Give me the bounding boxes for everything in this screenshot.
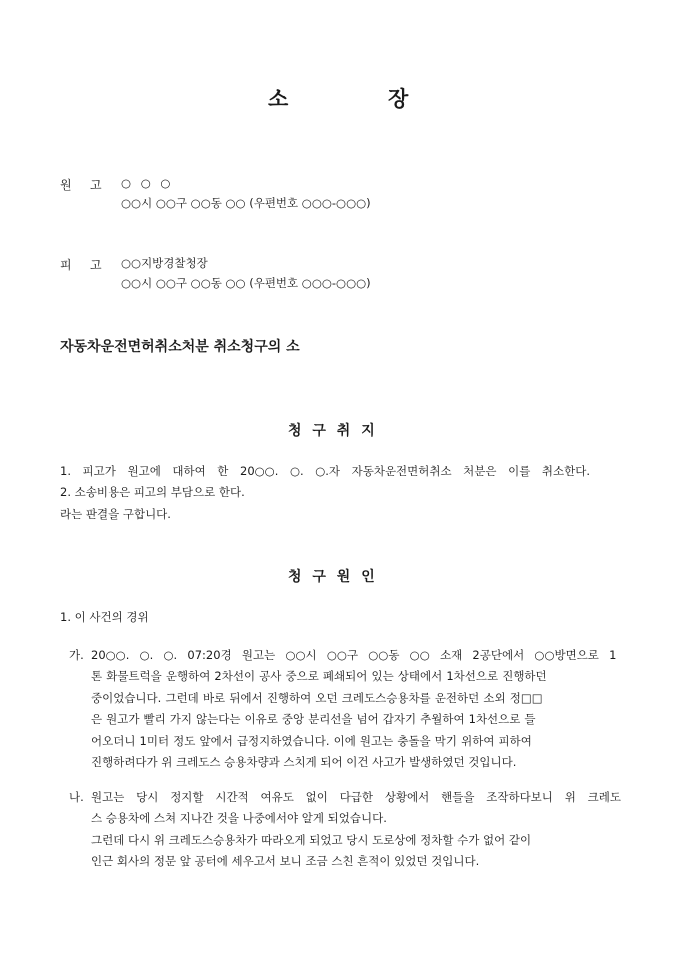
defendant-label-1: 피 xyxy=(60,258,72,272)
plaintiff-address: ○○시 ○○구 ○○동 ○○ (우편번호 ○○○-○○○) xyxy=(121,196,371,210)
case-title: 자동차운전면허취소처분 취소청구의 소 xyxy=(60,339,300,355)
plaintiff-name: ○ ○ ○ xyxy=(121,176,171,190)
paragraph-line: 그런데 다시 위 크레도스승용차가 따라오게 되었고 당시 도로상에 정차할 수가 없어 같이 xyxy=(91,832,532,847)
paragraph-line: 은 원고가 빨리 가지 않는다는 이유로 중앙 분리선을 넘어 갑자기 추월하여 1차선으로 들 xyxy=(91,712,536,727)
paragraph-line: 톤 화물트럭을 운행하여 2차선이 공사 중으로 폐쇄되어 있는 상태에서 1차선으로 진행하던 xyxy=(91,669,547,684)
paragraph-line: 진행하려다가 위 크레도스 승용차량과 스치게 되어 이건 사고가 발생하였던 것입니다. xyxy=(91,755,517,770)
paragraph-na xyxy=(91,787,621,873)
claim-purpose-heading: 청 구 취 지 xyxy=(288,423,375,439)
document-title-left: 소 xyxy=(268,86,289,111)
defendant-name: ○○지방경찰청장 xyxy=(121,256,208,270)
claim-cause-subheading: 1. 이 사건의 경위 xyxy=(60,610,149,624)
claim-purpose-line: 라는 판결을 구합니다. xyxy=(60,506,171,521)
paragraph-line: 어오더니 1미터 정도 앞에서 급정지하였습니다. 이에 원고는 충돌을 막기 위하여 피하여 xyxy=(91,733,532,748)
paragraph-ga-marker: 가. xyxy=(69,648,84,662)
document-title-right: 장 xyxy=(388,86,409,111)
paragraph-line: 중이었습니다. 그런데 바로 뒤에서 진행하여 오던 크레도스승용차를 운전하던 소외 정□□ xyxy=(91,690,543,705)
paragraph-na-marker: 나. xyxy=(69,790,84,804)
defendant-label-2: 고 xyxy=(90,258,102,272)
paragraph-line: 20○○. ○. ○. 07:20경 원고는 ○○시 ○○구 ○○동 ○○ 소재 2공단에서 ○○방면으로 1 xyxy=(91,648,617,662)
plaintiff-label-1: 원 xyxy=(60,178,72,192)
paragraph-line: 스 승용차에 스쳐 지나간 것을 나중에서야 알게 되었습니다. xyxy=(91,811,387,826)
paragraph-line: 원고는 당시 정지할 시간적 여유도 없이 다급한 상황에서 핸들을 조작하다보니 위 크레도 xyxy=(91,790,621,804)
claim-cause-heading: 청 구 원 인 xyxy=(288,569,375,585)
paragraph-line: 인근 회사의 정문 앞 공터에 세우고서 보니 조금 스친 흔적이 있었던 것입니다. xyxy=(91,854,480,869)
claim-purpose-body xyxy=(60,461,590,525)
defendant-address: ○○시 ○○구 ○○동 ○○ (우편번호 ○○○-○○○) xyxy=(121,276,371,290)
claim-purpose-line: 2. 소송비용은 피고의 부담으로 한다. xyxy=(60,485,245,500)
plaintiff-label-2: 고 xyxy=(90,178,102,192)
claim-purpose-line: 1. 피고가 원고에 대하여 한 20○○. ○. ○.자 자동차운전면허취소 처분은 이를 취소한다. xyxy=(60,464,590,478)
paragraph-ga xyxy=(91,645,616,773)
